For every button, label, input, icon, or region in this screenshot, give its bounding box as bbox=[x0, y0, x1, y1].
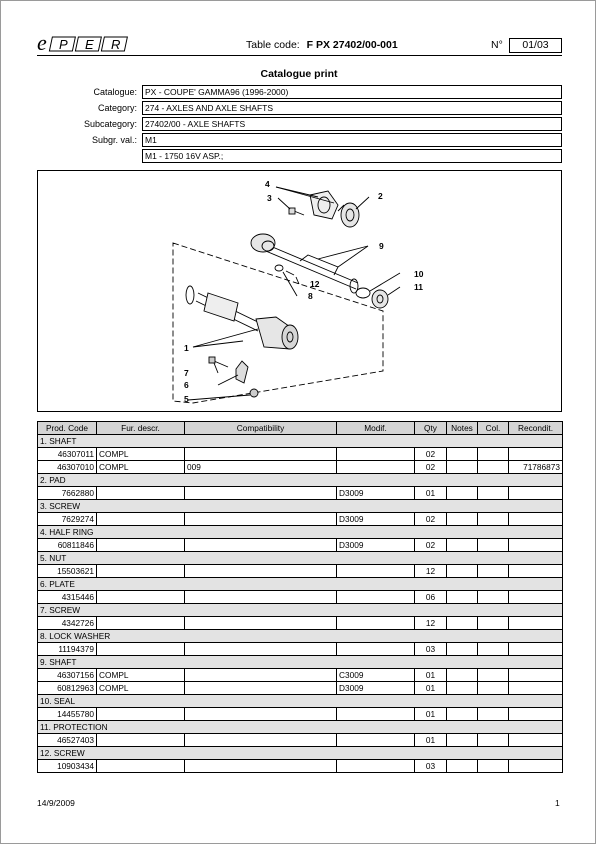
cell-modif bbox=[337, 643, 415, 656]
cell-recond bbox=[509, 682, 563, 695]
cell-notes bbox=[447, 461, 478, 474]
column-header: Fur. descr. bbox=[97, 422, 185, 435]
cell-descr bbox=[97, 617, 185, 630]
number-label: N° bbox=[491, 39, 503, 51]
cell-descr: COMPL bbox=[97, 682, 185, 695]
cell-descr bbox=[97, 643, 185, 656]
exploded-diagram bbox=[37, 170, 562, 412]
cell-code: 60811846 bbox=[38, 539, 97, 552]
table-group-row bbox=[38, 656, 563, 669]
cell-code: 11194379 bbox=[38, 643, 97, 656]
table-row bbox=[38, 708, 563, 721]
callout-9: 9 bbox=[379, 241, 384, 251]
cell-qty: 01 bbox=[415, 669, 447, 682]
callout-8: 8 bbox=[308, 291, 313, 301]
column-header: Compatibility bbox=[185, 422, 337, 435]
group-title: 8. LOCK WASHER bbox=[38, 630, 563, 643]
cell-recond bbox=[509, 539, 563, 552]
table-row bbox=[38, 617, 563, 630]
group-title: 12. SCREW bbox=[38, 747, 563, 760]
subgroup-label: Subgr. val.: bbox=[91, 135, 137, 145]
svg-text:e: e bbox=[37, 34, 47, 54]
cell-compat bbox=[185, 565, 337, 578]
table-code bbox=[246, 39, 398, 51]
cell-notes bbox=[447, 448, 478, 461]
table-group-row bbox=[38, 747, 563, 760]
category-field: 274 - AXLES AND AXLE SHAFTS bbox=[142, 101, 562, 115]
callout-12: 12 bbox=[310, 279, 320, 289]
table-row bbox=[38, 448, 563, 461]
cell-recond bbox=[509, 513, 563, 526]
table-group-row bbox=[38, 552, 563, 565]
axle-shaft-drawing bbox=[38, 171, 563, 413]
group-title: 7. SCREW bbox=[38, 604, 563, 617]
cell-col bbox=[478, 539, 509, 552]
cell-modif: D3009 bbox=[337, 539, 415, 552]
column-header: Notes bbox=[447, 422, 478, 435]
cell-col bbox=[478, 448, 509, 461]
cell-modif: C3009 bbox=[337, 669, 415, 682]
cell-code: 46307156 bbox=[38, 669, 97, 682]
cell-col bbox=[478, 487, 509, 500]
cell-recond bbox=[509, 565, 563, 578]
callout-11: 11 bbox=[414, 282, 423, 292]
cell-notes bbox=[447, 760, 478, 773]
cell-notes bbox=[447, 708, 478, 721]
cell-modif bbox=[337, 565, 415, 578]
table-row bbox=[38, 513, 563, 526]
parts-table bbox=[37, 421, 563, 773]
cell-code: 15503621 bbox=[38, 565, 97, 578]
table-code-value: F PX 27402/00-001 bbox=[306, 39, 398, 51]
cell-code: 46527403 bbox=[38, 734, 97, 747]
callout-3: 3 bbox=[267, 193, 272, 203]
callout-1: 1 bbox=[184, 343, 189, 353]
subcategory-label: Subcategory: bbox=[83, 119, 137, 129]
cell-compat: 009 bbox=[185, 461, 337, 474]
cell-modif bbox=[337, 734, 415, 747]
callout-7: 7 bbox=[184, 368, 189, 378]
table-group-row bbox=[38, 500, 563, 513]
cell-code: 10903434 bbox=[38, 760, 97, 773]
page-title: Catalogue print bbox=[260, 68, 338, 80]
cell-descr bbox=[97, 513, 185, 526]
column-header: Recondit. bbox=[509, 422, 563, 435]
subgroup-description-field: M1 - 1750 16V ASP.; bbox=[142, 149, 562, 163]
cell-col bbox=[478, 565, 509, 578]
group-title: 1. SHAFT bbox=[38, 435, 563, 448]
table-row bbox=[38, 565, 563, 578]
cell-qty: 12 bbox=[415, 617, 447, 630]
cell-code: 7662880 bbox=[38, 487, 97, 500]
cell-qty: 02 bbox=[415, 461, 447, 474]
cell-qty: 03 bbox=[415, 760, 447, 773]
subcategory-field: 27402/00 - AXLE SHAFTS bbox=[142, 117, 562, 131]
table-group-row bbox=[38, 578, 563, 591]
cell-descr bbox=[97, 487, 185, 500]
table-row bbox=[38, 591, 563, 604]
cell-modif bbox=[337, 461, 415, 474]
cell-descr: COMPL bbox=[97, 669, 185, 682]
group-title: 9. SHAFT bbox=[38, 656, 563, 669]
svg-text:E: E bbox=[85, 37, 94, 52]
table-row bbox=[38, 669, 563, 682]
logo-lettering bbox=[37, 34, 127, 54]
cell-recond bbox=[509, 448, 563, 461]
cell-compat bbox=[185, 617, 337, 630]
eper-logo bbox=[37, 34, 149, 54]
subgroup-field: M1 bbox=[142, 133, 562, 147]
cell-recond bbox=[509, 643, 563, 656]
table-group-row bbox=[38, 435, 563, 448]
cell-notes bbox=[447, 513, 478, 526]
cell-code: 46307011 bbox=[38, 448, 97, 461]
cell-col bbox=[478, 461, 509, 474]
table-row bbox=[38, 461, 563, 474]
cell-recond bbox=[509, 708, 563, 721]
cell-notes bbox=[447, 487, 478, 500]
cell-compat bbox=[185, 539, 337, 552]
cell-col bbox=[478, 643, 509, 656]
group-title: 4. HALF RING bbox=[38, 526, 563, 539]
cell-recond bbox=[509, 617, 563, 630]
number-value: 01/03 bbox=[509, 38, 562, 53]
cell-compat bbox=[185, 487, 337, 500]
group-title: 10. SEAL bbox=[38, 695, 563, 708]
cell-compat bbox=[185, 643, 337, 656]
cell-descr bbox=[97, 565, 185, 578]
group-title: 5. NUT bbox=[38, 552, 563, 565]
cell-qty: 12 bbox=[415, 565, 447, 578]
table-group-row bbox=[38, 474, 563, 487]
table-group-row bbox=[38, 721, 563, 734]
column-header: Prod. Code bbox=[38, 422, 97, 435]
cell-descr: COMPL bbox=[97, 448, 185, 461]
cell-recond bbox=[509, 487, 563, 500]
cell-descr bbox=[97, 708, 185, 721]
table-row bbox=[38, 682, 563, 695]
cell-col bbox=[478, 591, 509, 604]
cell-descr bbox=[97, 760, 185, 773]
cell-col bbox=[478, 682, 509, 695]
table-row bbox=[38, 734, 563, 747]
callout-10: 10 bbox=[414, 269, 424, 279]
svg-text:P: P bbox=[59, 37, 68, 52]
cell-qty: 06 bbox=[415, 591, 447, 604]
table-row bbox=[38, 487, 563, 500]
cell-modif bbox=[337, 448, 415, 461]
cell-col bbox=[478, 513, 509, 526]
cell-modif bbox=[337, 617, 415, 630]
table-header-row bbox=[38, 422, 563, 435]
svg-text:R: R bbox=[111, 37, 121, 52]
cell-qty: 01 bbox=[415, 682, 447, 695]
table-row bbox=[38, 760, 563, 773]
table-code-label: Table code: bbox=[246, 39, 300, 51]
cell-notes bbox=[447, 565, 478, 578]
cell-qty: 01 bbox=[415, 708, 447, 721]
cell-code: 14455780 bbox=[38, 708, 97, 721]
cell-col bbox=[478, 760, 509, 773]
footer-page-number: 1 bbox=[555, 798, 560, 808]
cell-recond bbox=[509, 669, 563, 682]
cell-col bbox=[478, 734, 509, 747]
cell-compat bbox=[185, 734, 337, 747]
category-label: Category: bbox=[97, 103, 137, 113]
cell-code: 4315446 bbox=[38, 591, 97, 604]
cell-code: 4342726 bbox=[38, 617, 97, 630]
column-header: Qty bbox=[415, 422, 447, 435]
header-divider bbox=[37, 55, 562, 56]
table-group-row bbox=[38, 695, 563, 708]
callout-5: 5 bbox=[184, 394, 189, 404]
group-title: 3. SCREW bbox=[38, 500, 563, 513]
cell-descr bbox=[97, 591, 185, 604]
cell-recond bbox=[509, 760, 563, 773]
cell-code: 7629274 bbox=[38, 513, 97, 526]
cell-compat bbox=[185, 513, 337, 526]
cell-qty: 03 bbox=[415, 643, 447, 656]
cell-notes bbox=[447, 682, 478, 695]
cell-code: 60812963 bbox=[38, 682, 97, 695]
cell-descr: COMPL bbox=[97, 461, 185, 474]
column-header: Col. bbox=[478, 422, 509, 435]
cell-qty: 01 bbox=[415, 734, 447, 747]
cell-modif bbox=[337, 760, 415, 773]
cell-notes bbox=[447, 669, 478, 682]
footer-date: 14/9/2009 bbox=[37, 798, 75, 808]
table-body bbox=[38, 435, 563, 773]
cell-modif bbox=[337, 591, 415, 604]
table-header bbox=[38, 422, 563, 435]
cell-notes bbox=[447, 617, 478, 630]
group-title: 2. PAD bbox=[38, 474, 563, 487]
cell-compat bbox=[185, 708, 337, 721]
cell-modif: D3009 bbox=[337, 682, 415, 695]
cell-code: 46307010 bbox=[38, 461, 97, 474]
cell-qty: 01 bbox=[415, 487, 447, 500]
cell-compat bbox=[185, 760, 337, 773]
cell-descr bbox=[97, 734, 185, 747]
table-group-row bbox=[38, 604, 563, 617]
catalogue-label: Catalogue: bbox=[93, 87, 137, 97]
cell-col bbox=[478, 669, 509, 682]
cell-modif: D3009 bbox=[337, 513, 415, 526]
cell-notes bbox=[447, 539, 478, 552]
cell-compat bbox=[185, 682, 337, 695]
cell-recond bbox=[509, 591, 563, 604]
cell-modif: D3009 bbox=[337, 487, 415, 500]
cell-notes bbox=[447, 643, 478, 656]
cell-qty: 02 bbox=[415, 448, 447, 461]
cell-compat bbox=[185, 591, 337, 604]
cell-modif bbox=[337, 708, 415, 721]
cell-recond: 71786873 bbox=[509, 461, 563, 474]
table-row bbox=[38, 643, 563, 656]
group-title: 11. PROTECTION bbox=[38, 721, 563, 734]
cell-descr bbox=[97, 539, 185, 552]
catalogue-field: PX - COUPE' GAMMA96 (1996-2000) bbox=[142, 85, 562, 99]
callout-4: 4 bbox=[265, 179, 270, 189]
cell-notes bbox=[447, 591, 478, 604]
cell-col bbox=[478, 708, 509, 721]
column-header: Modif. bbox=[337, 422, 415, 435]
cell-recond bbox=[509, 734, 563, 747]
callout-6: 6 bbox=[184, 380, 189, 390]
cell-compat bbox=[185, 669, 337, 682]
cell-qty: 02 bbox=[415, 513, 447, 526]
table-group-row bbox=[38, 630, 563, 643]
cell-notes bbox=[447, 734, 478, 747]
cell-qty: 02 bbox=[415, 539, 447, 552]
table-group-row bbox=[38, 526, 563, 539]
callout-2: 2 bbox=[378, 191, 383, 201]
cell-col bbox=[478, 617, 509, 630]
group-title: 6. PLATE bbox=[38, 578, 563, 591]
table-row bbox=[38, 539, 563, 552]
cell-compat bbox=[185, 448, 337, 461]
